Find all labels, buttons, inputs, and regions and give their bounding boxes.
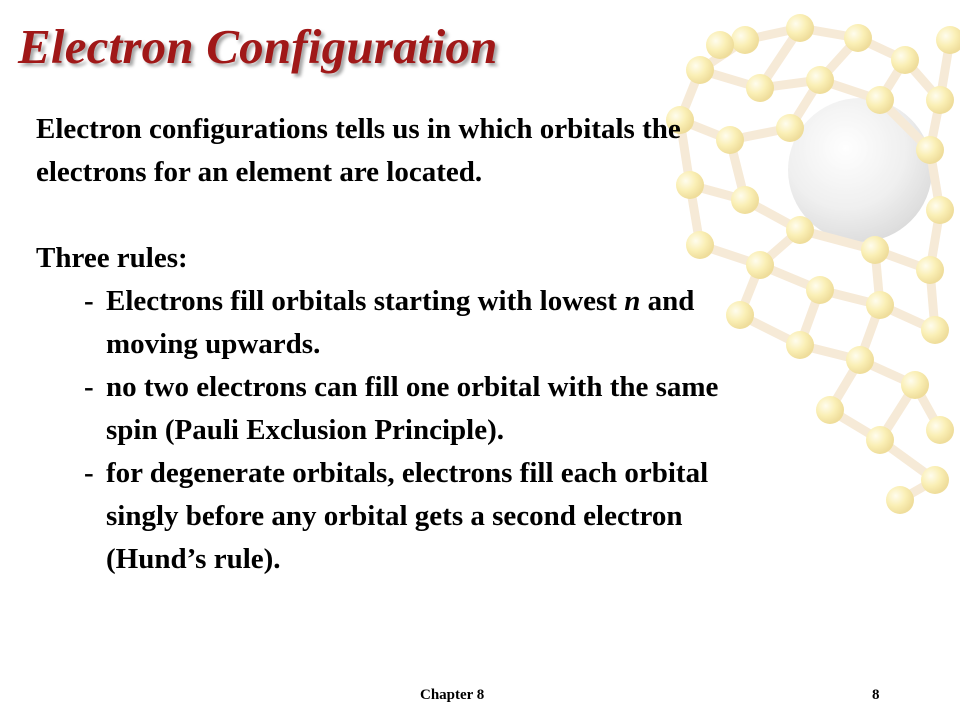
molecule-atom [926, 196, 954, 224]
molecule-atom [844, 24, 872, 52]
rule-2-line-1: no two electrons can fill one orbital with the same [106, 371, 719, 403]
rule-3-line-2: singly before any orbital gets a second electron [106, 500, 683, 532]
rule-dash: - [84, 371, 94, 403]
rule-dash: - [84, 457, 94, 489]
rule-1-line-2: moving upwards. [106, 328, 321, 360]
intro-line-2: electrons for an element are located. [36, 156, 483, 188]
molecule-atom [891, 46, 919, 74]
molecule-atom [926, 86, 954, 114]
rule-item-2 [84, 366, 916, 452]
rule-text [106, 366, 916, 452]
molecule-atom [921, 316, 949, 344]
slide-title: Electron Configuration [18, 19, 498, 74]
molecule-atom [746, 74, 774, 102]
spacer [36, 194, 916, 237]
molecule-atom [786, 14, 814, 42]
rule-text [106, 280, 916, 366]
molecule-atom [706, 31, 734, 59]
molecule-atom [936, 26, 960, 54]
rule-1-line-1 [106, 280, 916, 323]
molecule-atom [686, 56, 714, 84]
molecule-atom [806, 66, 834, 94]
intro-line-1: Electron configurations tells us in which orbitals the [36, 113, 681, 145]
footer-page-number: 8 [872, 687, 880, 703]
molecule-atom [731, 26, 759, 54]
rule-item-3 [84, 452, 916, 581]
molecule-atom [926, 416, 954, 444]
molecule-atom [916, 136, 944, 164]
footer-chapter: Chapter 8 [420, 687, 485, 703]
molecule-atom [921, 466, 949, 494]
rule-2-line-2: spin (Pauli Exclusion Principle). [106, 414, 504, 446]
rule-1-text-before: Electrons fill orbitals starting with lowest [106, 285, 625, 317]
molecule-atom [916, 256, 944, 284]
slide-body [36, 108, 916, 581]
rule-3-line-1: for degenerate orbitals, electrons fill each orbital [106, 457, 709, 489]
rule-3-line-3: (Hund’s rule). [106, 543, 281, 575]
rule-1-italic-n: n [624, 285, 641, 317]
rule-item-1 [84, 280, 916, 366]
rule-1-text-after: and [640, 285, 695, 317]
rules-heading: Three rules: [36, 242, 188, 274]
rule-text [106, 452, 916, 581]
rule-dash: - [84, 285, 94, 317]
